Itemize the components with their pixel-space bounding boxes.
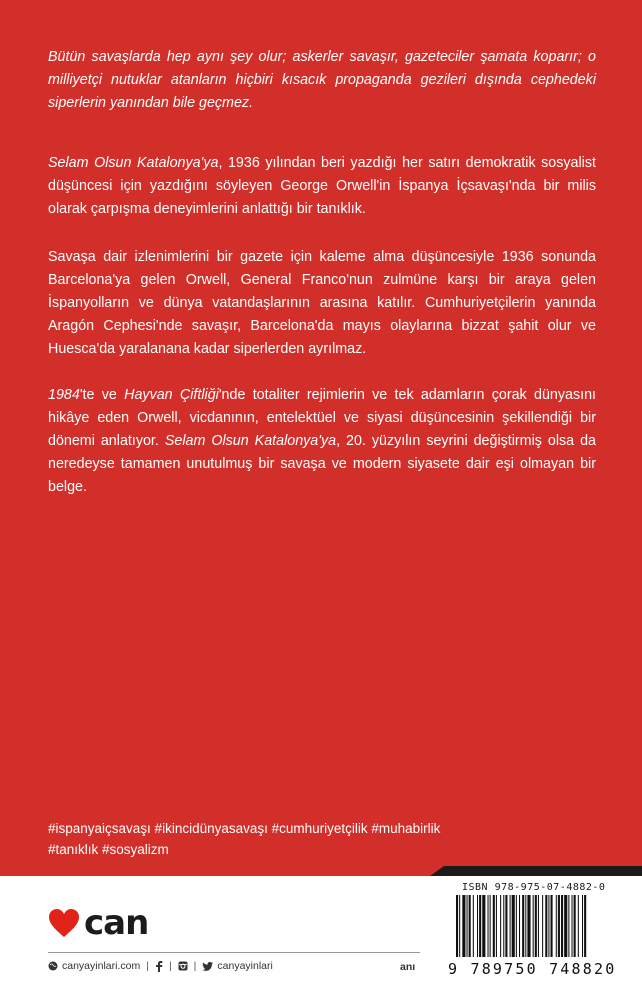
book-title-animal-farm: Hayvan Çiftliği	[124, 387, 219, 403]
barcode-bar	[582, 895, 583, 957]
social-handle[interactable]: canyayinlari	[217, 960, 273, 972]
blurb-paragraph-1	[48, 152, 596, 221]
barcode-bar	[477, 895, 478, 957]
barcode-bar	[558, 895, 560, 957]
barcode-bar	[545, 895, 547, 957]
barcode-bar	[456, 895, 458, 957]
barcode-bar	[533, 895, 534, 957]
footer-links	[48, 960, 428, 972]
blurb-paragraph-2	[48, 246, 596, 361]
series-label: anı	[400, 961, 416, 973]
barcode-bar	[556, 895, 557, 957]
barcode-bar	[538, 895, 539, 957]
barcode-bar	[578, 895, 579, 957]
barcode-bar	[522, 895, 524, 957]
logo-text: can	[84, 903, 149, 943]
barcode-bar	[479, 895, 481, 957]
paragraph-text: , 1936 yılından beri yazdığı her satırı demokratik sosyalist düşüncesi için yazdığını söyleyen George Orwell'in İspanya İçsavaşı'nda bir milis olarak çarpışma deneyimlerini anlattığı bir tanıklık.	[48, 155, 596, 217]
barcode-bar	[572, 895, 573, 957]
barcode-bar	[467, 895, 468, 957]
book-title: Selam Olsun Katalonya'ya	[48, 155, 219, 171]
barcode-bar	[548, 895, 549, 957]
instagram-icon[interactable]	[178, 961, 188, 971]
barcode-bar	[490, 895, 491, 957]
barcode-bar	[459, 895, 460, 957]
barcode-bar	[561, 895, 563, 957]
barcode-bar	[551, 895, 553, 957]
quote-text: Bütün savaşlarda hep aynı şey olur; askerler savaşır, gazeteciler şamata koparır; o milliyetçi nutuklar atanların hiçbiri kısacık propaganda gezileri dışında cephedeki siperlerin yanından bile geçmez.	[48, 49, 596, 111]
hashtags-line-2: #tanıklık #sosyalizm	[48, 842, 169, 857]
barcode-bar	[500, 895, 501, 957]
dark-band	[444, 866, 642, 876]
book-title-1984: 1984	[48, 387, 80, 403]
blurb-quote	[48, 46, 596, 115]
barcode-bar	[519, 895, 520, 957]
barcode-bar	[542, 895, 543, 957]
barcode-bar	[496, 895, 497, 957]
website-link[interactable]: canyayinlari.com	[62, 960, 141, 972]
footer-divider	[48, 952, 420, 953]
barcode-bar	[462, 895, 465, 957]
barcode-bar	[505, 895, 507, 957]
separator: |	[193, 960, 197, 972]
barcode-bar	[493, 895, 495, 957]
separator: |	[168, 960, 172, 972]
barcode-bar	[525, 895, 526, 957]
barcode-bar	[574, 895, 576, 957]
paragraph-text: , 20. yüzyılın seyrini değiştirmiş olsa da neredeyse tamamen unutulmuş bir savaşa ve modern siyasete dair eşi olmayan bir belge.	[48, 433, 596, 495]
barcode-bar	[564, 895, 567, 957]
band-diagonal	[430, 866, 444, 876]
barcode-bar	[516, 895, 517, 957]
isbn-label: ISBN 978-975-07-4882-0	[462, 882, 606, 893]
publisher-logo	[48, 903, 149, 943]
barcode-bar	[527, 895, 530, 957]
paragraph-text: 'te ve	[79, 387, 125, 403]
barcode-bar	[510, 895, 511, 957]
barcode-bar	[584, 895, 586, 957]
barcode-bar	[568, 895, 569, 957]
barcode-bar	[469, 895, 471, 957]
globe-icon	[48, 961, 58, 971]
heart-icon	[48, 908, 80, 938]
barcode-bar	[535, 895, 537, 957]
separator: |	[146, 960, 149, 972]
twitter-icon[interactable]	[202, 962, 213, 971]
barcode-bar	[512, 895, 515, 957]
barcode-bar	[482, 895, 485, 957]
blurb-paragraph-3	[48, 384, 596, 499]
barcode	[456, 895, 622, 957]
barcode-digits: 9 789750 748820	[448, 960, 617, 978]
paragraph-text: Savaşa dair izlenimlerini bir gazete için kaleme alma düşüncesiyle 1936 sonunda Barcelona'ya gelen Orwell, General Franco'nun zulmüne karşı bir araya gelen İspanyolların ve dünya vatandaşlarının arasına katılır. Cumhuriyetçilerin yanında Aragón Cephesi'nde savaşır, Barcelona'da mayıs olaylarına bizzat şahit olur ve Huesca'da yaralanana kadar siperlerden ayrılmaz.	[48, 249, 596, 357]
facebook-icon[interactable]	[155, 961, 163, 972]
barcode-bar	[473, 895, 474, 957]
book-title: Selam Olsun Katalonya'ya	[164, 433, 337, 449]
hashtags-line-1: #ispanyaiçsavaşı #ikincidünyasavaşı #cumhuriyetçilik #muhabirlik	[48, 821, 441, 836]
barcode-bar	[488, 895, 489, 957]
paragraph-text: 'nde totaliter rejimlerin ve tek adamların çorak dünyasını hikâye eden Orwell, vicdanının, entelektüel ve siyasi düşüncesinin şekillendiği bir dönemi anlatıyor.	[48, 387, 596, 449]
barcode-bar	[503, 895, 504, 957]
hashtags	[48, 818, 568, 860]
